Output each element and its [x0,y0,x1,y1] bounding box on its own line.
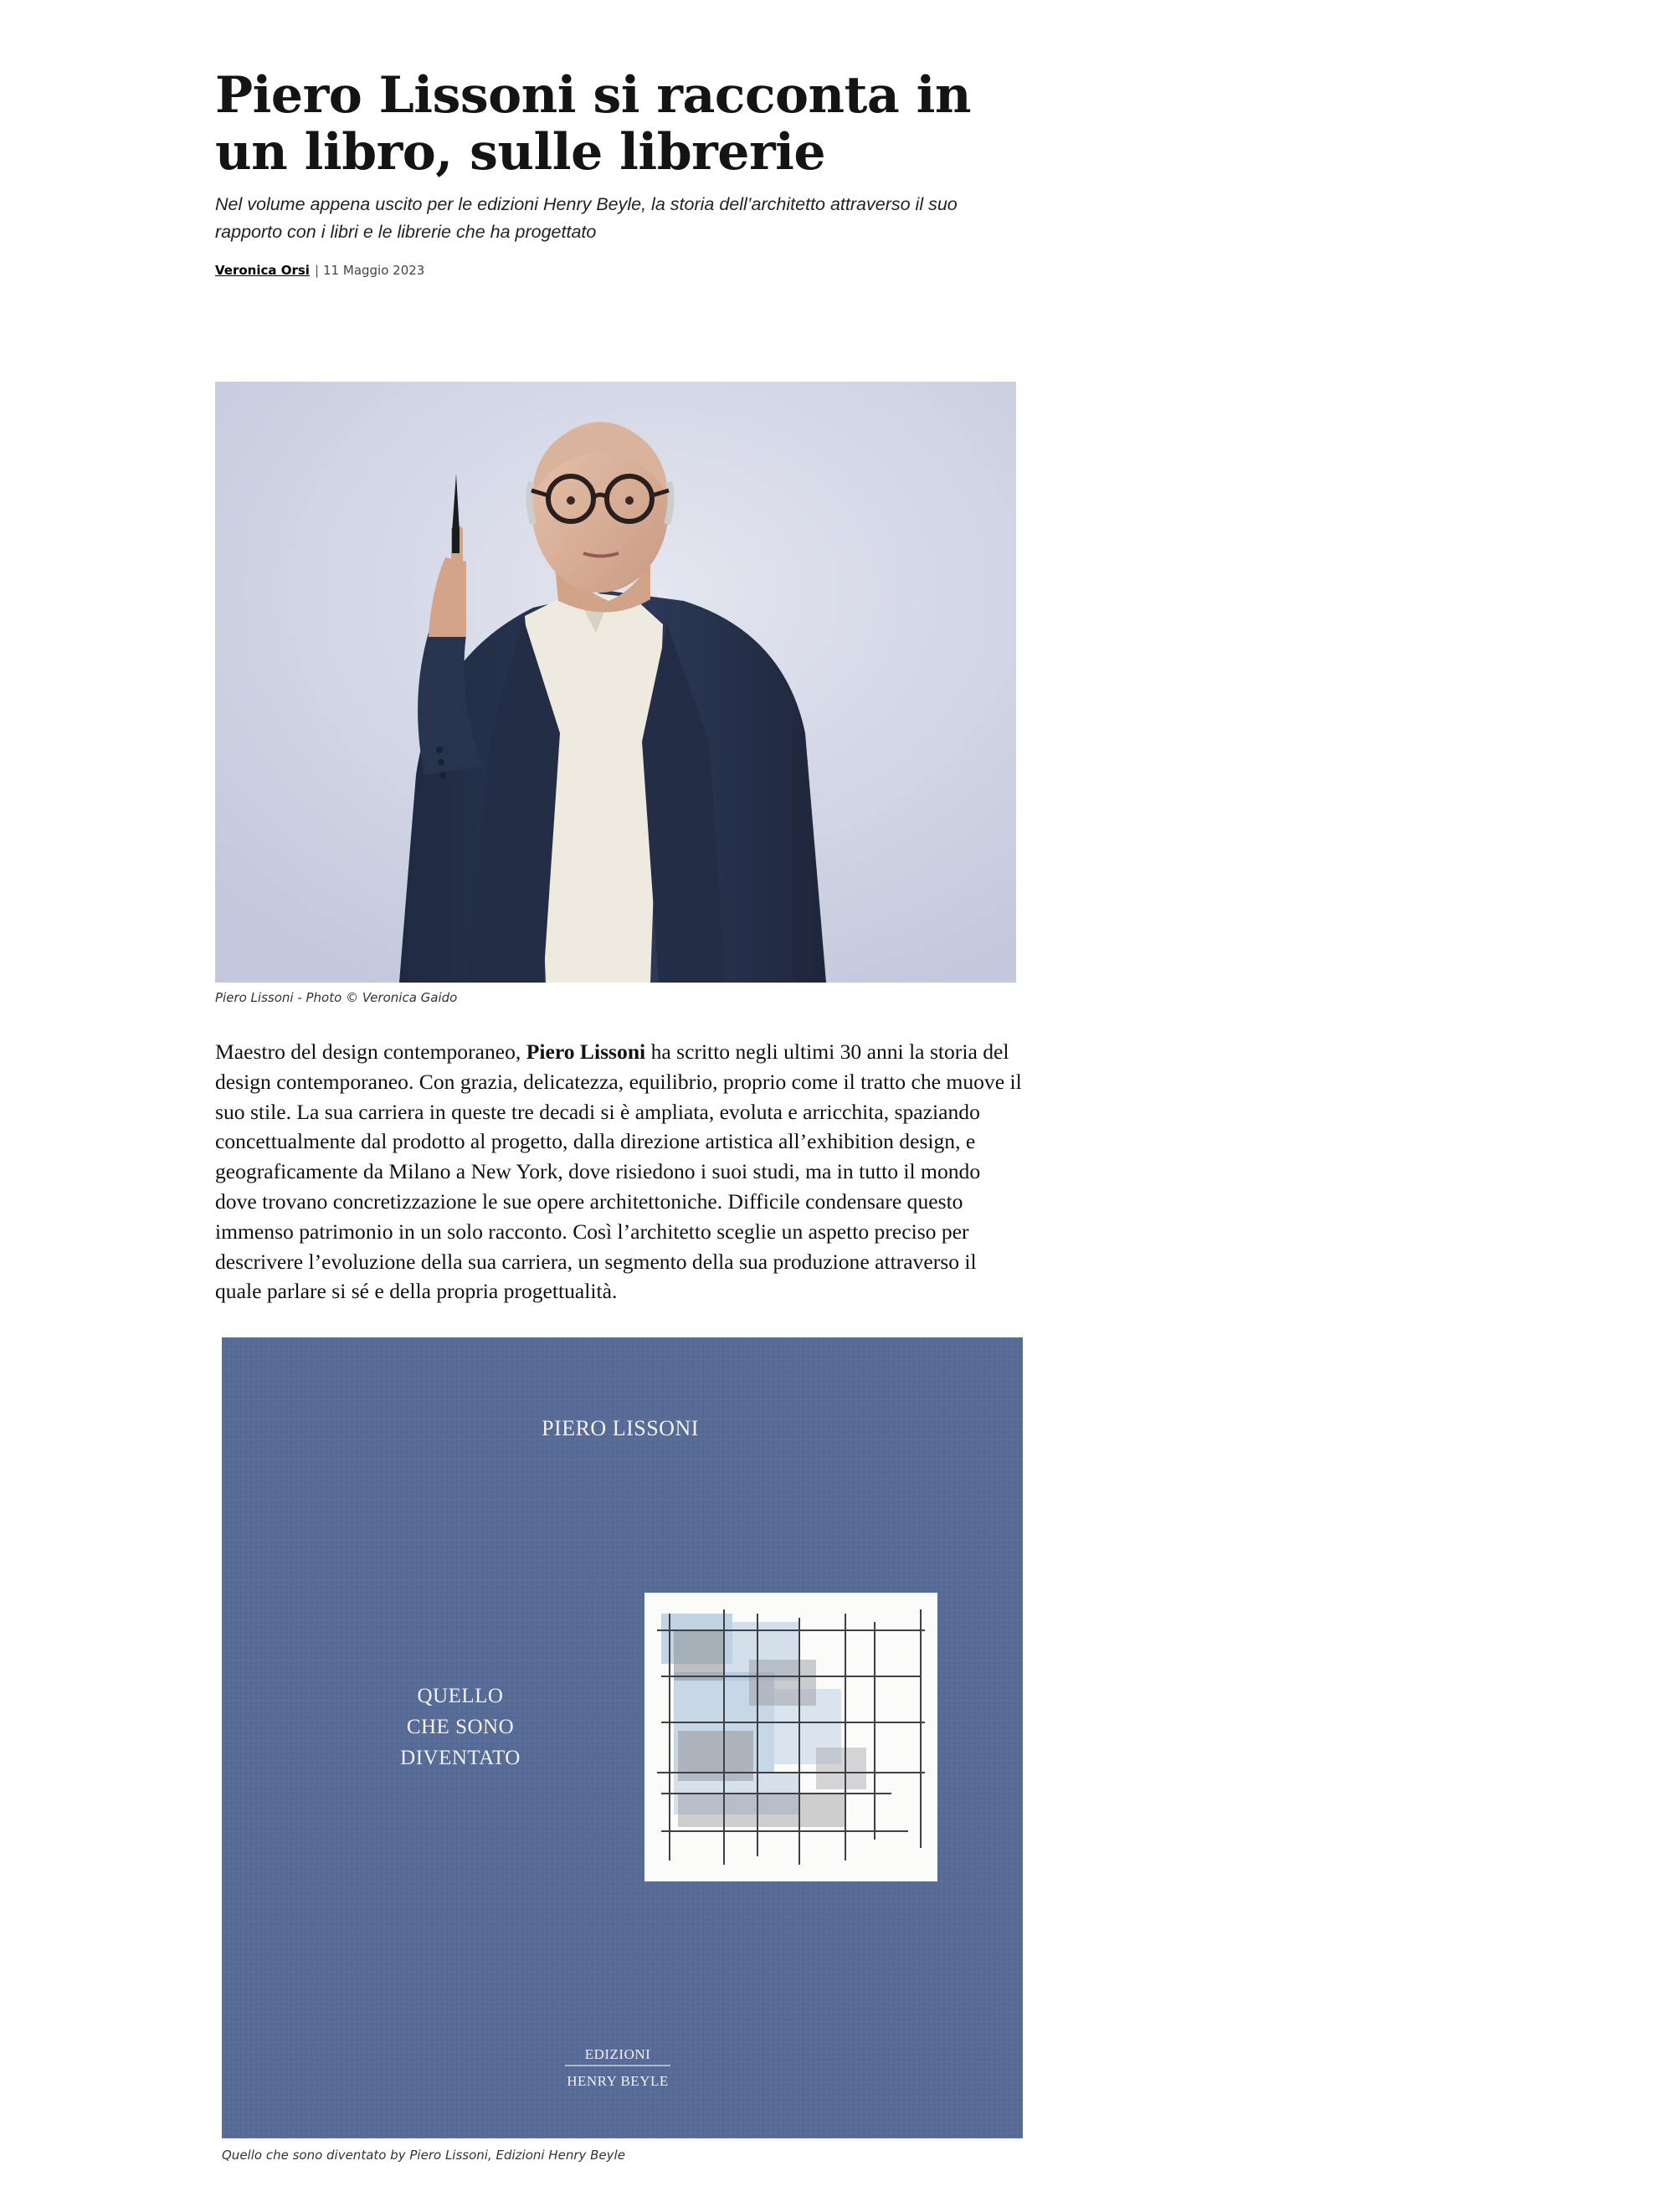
cover-title-line-2: CHE SONO [406,1716,515,1738]
byline-separator: | [314,263,320,278]
paragraph-rest: ha scritto negli ultimi 30 anni la storia del design contemporaneo. Con grazia, delicatezza, equilibrio, proprio come il tratto che muove il suo stile. La sua carriera in queste tre decadi si è ampliata, evoluta e arricchita, spaziando concettualmente dal prodotto al progetto, dalla direzione artistica all’exhibition design, e geograficamente da Milano a New York, dove risiedono i suoi studi, ma in tutto il mondo dove trovano concretizzazione le sue opere architettoniche. Difficile condensare questo immenso patrimonio in un solo racconto. Così l’architetto sceglie un aspetto preciso per descrivere l’evoluzione della sua carriera, un segmento della sua produzione attraverso il quale parlare si sé e della propria progettualità. [215,1039,1022,1304]
article-paragraph [215,1037,1027,1306]
author-link[interactable]: Veronica Orsi [215,263,310,278]
article-title: Piero Lissoni si racconta in un libro, sulle librerie [215,66,972,182]
cover-title-line-3: DIVENTATO [400,1747,521,1769]
cover-title-line-1: QUELLO [417,1685,504,1707]
publish-date: 11 Maggio 2023 [323,263,425,278]
portrait-caption: Piero Lissoni - Photo © Veronica Gaido [215,990,458,1005]
paragraph-name: Piero Lissoni [526,1039,646,1064]
book-cover-image [222,1337,1023,2138]
article-subtitle: Nel volume appena uscito per le edizioni Henry Beyle, la storia dell’architetto attraverso il suo rapporto con i libri e le librerie che ha progettato [215,194,958,242]
cover-publisher-name: HENRY BEYLE [567,2073,669,2089]
portrait-photo [215,382,1016,983]
cover-publisher-edizioni: EDIZIONI [584,2046,651,2062]
paragraph-intro: Maestro del design contemporaneo, [215,1039,526,1064]
byline [215,263,424,278]
sketch-illustration [644,1593,937,1881]
cover-author: PIERO LISSONI [542,1416,699,1440]
cover-caption: Quello che sono diventato by Piero Lissoni, Edizioni Henry Beyle [222,2148,625,2163]
